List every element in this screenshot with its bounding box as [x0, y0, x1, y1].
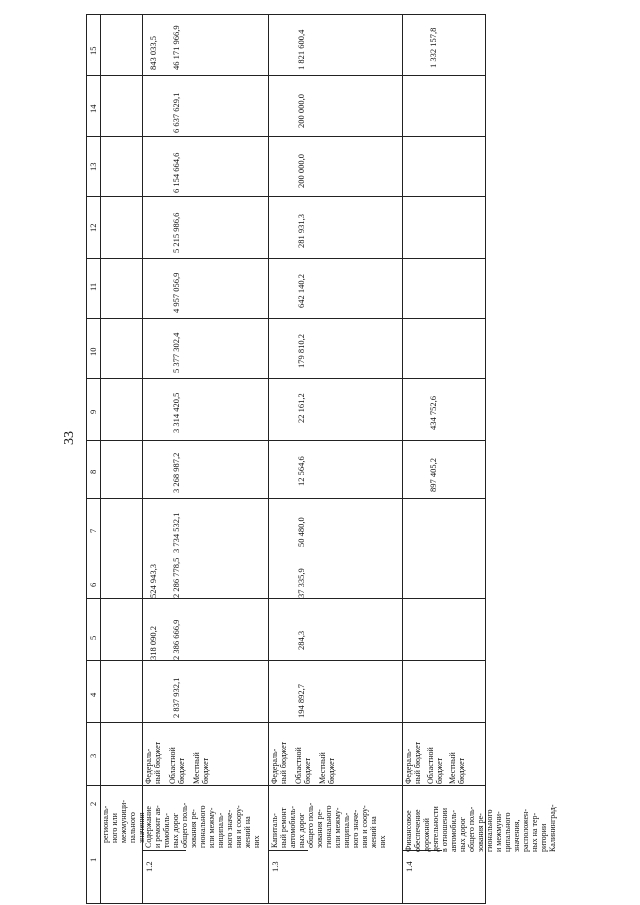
value-cell: 200 000,0 — [296, 94, 306, 128]
value-cell: 642 140,2 — [296, 274, 306, 308]
table-rule — [142, 14, 143, 904]
value-cell: 46 171 966,9 — [171, 25, 181, 70]
value-cell: 2 286 778,5 — [171, 557, 181, 598]
table-rule — [142, 850, 186, 851]
value-cell: 1 332 157,8 — [428, 27, 438, 68]
row-name: Финансовое обеспечение дорожной деятельности в отношении автомобиль- ных дорог общего поль- зования ре- гионального и межмуни- ципального значения, расположен- ных на тер- ритории Калининград- — [404, 804, 557, 852]
value-cell: 50 480,0 — [296, 517, 306, 547]
col-header: 13 — [88, 162, 98, 171]
value-cell: 179 810,2 — [296, 334, 306, 368]
row-name: Капиталь- ный ремонт автомобиль- ных дорог общего поль- зования ре- гионального или межму- ниципаль- ного значе- ния и соору- жений на них — [270, 802, 387, 848]
table-rule — [86, 75, 486, 76]
source-federal: Федераль- ный бюджет — [270, 741, 288, 784]
row-id: 1.3 — [270, 861, 280, 872]
table-rule — [86, 196, 486, 197]
table-rule — [402, 14, 403, 904]
value-cell: 22 161,2 — [296, 393, 306, 423]
table-rule — [268, 850, 308, 851]
value-cell: 281 931,3 — [296, 214, 306, 248]
col-header: 8 — [88, 469, 98, 474]
value-cell: 524 943,3 — [148, 564, 158, 598]
col-header: 4 — [88, 692, 98, 697]
col-header: 7 — [88, 528, 98, 533]
value-cell: 5 377 302,4 — [171, 332, 181, 373]
value-cell: 6 154 664,6 — [171, 152, 181, 193]
source-federal: Федераль- ный бюджет — [144, 741, 162, 784]
col-header: 12 — [88, 223, 98, 232]
source-regional: Областной бюджет — [426, 747, 444, 784]
source-local: Местный бюджет — [448, 752, 466, 784]
col-header: 10 — [88, 347, 98, 356]
value-cell: 194 892,7 — [296, 684, 306, 718]
table-rule — [86, 136, 486, 137]
source-local: Местный бюджет — [318, 752, 336, 784]
value-cell: 6 637 629,1 — [171, 92, 181, 133]
value-cell: 843 033,5 — [148, 36, 158, 70]
value-cell: 3 268 987,2 — [171, 452, 181, 493]
value-cell: 37 335,9 — [296, 568, 306, 598]
value-cell: 3 734 532,1 — [171, 512, 181, 553]
table-rule — [86, 660, 486, 661]
table-rule — [86, 598, 486, 599]
col-header: 15 — [88, 46, 98, 55]
table-rule — [86, 498, 486, 499]
source-regional: Областной бюджет — [168, 747, 186, 784]
table-rule — [86, 258, 486, 259]
row-id: 1.2 — [144, 861, 154, 872]
value-cell: 1 821 600,4 — [296, 29, 306, 70]
value-cell: 12 564,6 — [296, 456, 306, 486]
row-name: региональ- ного или межмуници- пального значения — [101, 800, 146, 843]
col-header: 3 — [88, 753, 98, 758]
col-header: 9 — [88, 409, 98, 414]
table-rule — [86, 318, 486, 319]
col-header: 1 — [88, 857, 98, 862]
col-header: 2 — [88, 801, 98, 806]
row-id: 1.4 — [404, 861, 414, 872]
table-rule — [268, 14, 269, 904]
value-cell: 2 386 666,9 — [171, 619, 181, 660]
source-federal: Федераль- ный бюджет — [404, 741, 422, 784]
value-cell: 318 090,2 — [148, 626, 158, 660]
table-rule — [86, 440, 486, 441]
value-cell: 200 000,0 — [296, 154, 306, 188]
table-rule — [100, 14, 101, 904]
value-cell: 4 957 056,9 — [171, 272, 181, 313]
source-local: Местный бюджет — [192, 752, 210, 784]
page-number: 33 — [62, 431, 77, 445]
value-cell: 897 405,2 — [428, 458, 438, 492]
value-cell: 5 215 986,6 — [171, 212, 181, 253]
source-regional: Областной бюджет — [294, 747, 312, 784]
col-header: 5 — [88, 635, 98, 640]
col-header: 14 — [88, 104, 98, 113]
value-cell: 284,3 — [296, 630, 306, 650]
table-rule — [86, 378, 486, 379]
row-name: Содержание и ремонт ав- томобиль- ных дорог общего поль- зования ре- гионального или межму- ниципаль- ного значе- ния и соору- жений на них — [144, 802, 261, 848]
col-header: 11 — [88, 282, 98, 291]
value-cell: 434 752,6 — [428, 396, 438, 430]
col-header: 6 — [88, 582, 98, 587]
value-cell: 3 314 420,5 — [171, 392, 181, 433]
value-cell: 2 837 932,1 — [171, 677, 181, 718]
